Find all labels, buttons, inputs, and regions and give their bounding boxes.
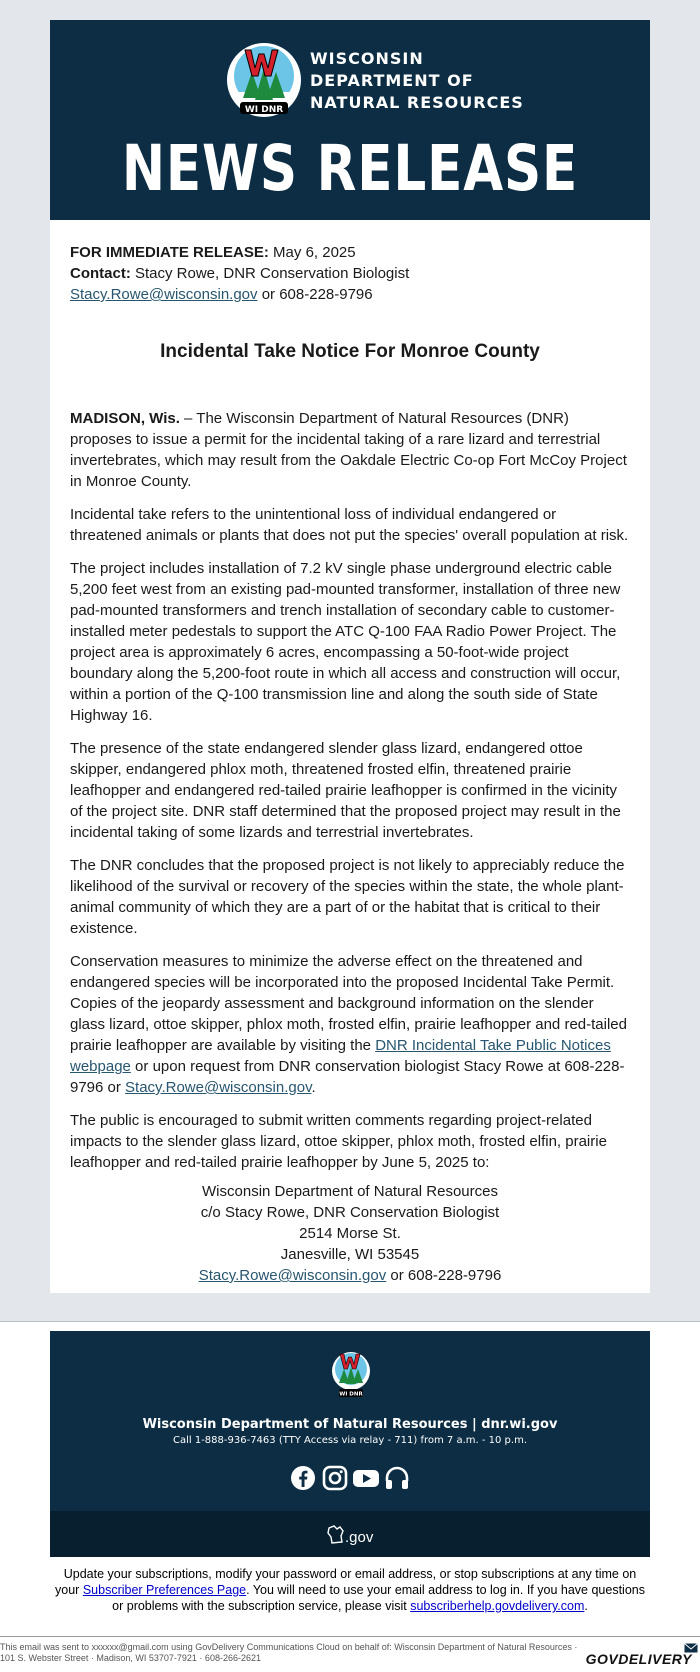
- footer-org-name: Wisconsin Department of Natural Resources | dnr.wi.gov: [142, 1417, 558, 1432]
- facebook-icon[interactable]: [290, 1465, 318, 1493]
- paragraph-5: The DNR concludes that the proposed project is not likely to appreciably reduce the likelihood of the survival or recovery of the species within the state, the whole plant-animal community of which they are a part of or the habitat that is critical to their existence.: [70, 857, 625, 937]
- headphones-icon[interactable]: [384, 1465, 412, 1493]
- biologist-email-link[interactable]: Stacy.Rowe@wisconsin.gov: [125, 1079, 312, 1096]
- contact-phone: or 608-228-9796: [257, 286, 373, 303]
- org-line-3: NATURAL RESOURCES: [310, 93, 524, 112]
- gov-strip: [50, 1511, 650, 1557]
- release-date-line: [70, 242, 630, 263]
- footer-panel: [50, 1331, 650, 1557]
- govdelivery-logo[interactable]: GOVDELIVERY: [585, 1651, 692, 1667]
- paragraph-6-text-a: Conservation measures to minimize the adverse effect on the threatened and endangered species will be incorporated into the proposed Incidental Take Permit. Copies of the jeopardy assessment and background information on the slender glass lizard, ottoe skipper, phlox moth, frosted elfin, prairie leafhopper and red-tailed prairie leafhopper are available by visiting the: [70, 953, 627, 1054]
- subscriber-help-link[interactable]: subscriberhelp.govdelivery.com: [410, 1599, 585, 1613]
- paragraph-1: [70, 408, 630, 492]
- footer-phone: Call 1-888-936-7463 (TTY Access via relay - 711) from 7 a.m. - 10 p.m.: [172, 1435, 527, 1446]
- paragraph-2: Incidental take refers to the unintentional loss of individual endangered or threatened animals or plants that does not put the species' overall population at risk.: [70, 506, 629, 544]
- address-line-1: Wisconsin Department of Natural Resources: [202, 1183, 498, 1200]
- paragraph-4: The presence of the state endangered slender glass lizard, endangered ottoe skipper, endangered phlox moth, threatened frosted elfin, threatened prairie leafhopper and endangered red-tailed prairie leafhopper is confirmed in the vicinity of the project site. DNR staff determined that the proposed project may result in the incidental taking of some lizards and terrestrial invertebrates.: [70, 740, 621, 841]
- org-name: [310, 48, 524, 114]
- svg-text:WI DNR: WI DNR: [339, 1391, 363, 1398]
- subscription-text-1: Update your subscriptions, modify your password or email address, or stop subscriptions at any time on your: [55, 1567, 637, 1597]
- address-email-link[interactable]: Stacy.Rowe@wisconsin.gov: [198, 1267, 387, 1284]
- address-contact-line: [70, 1265, 630, 1286]
- contact-name: Stacy Rowe, DNR Conservation Biologist: [130, 265, 410, 282]
- paragraph-6-text-b: or upon request from DNR conservation biologist Stacy Rowe at 608-228-9796 or: [70, 1058, 625, 1096]
- release-body: [50, 220, 650, 1286]
- contact-email-link[interactable]: Stacy.Rowe@wisconsin.gov: [70, 286, 258, 303]
- subscription-notice: [50, 1566, 650, 1614]
- paragraph-6: [70, 951, 630, 1098]
- svg-text:WI DNR: WI DNR: [244, 105, 284, 115]
- address-line-2: c/o Stacy Rowe, DNR Conservation Biologist: [200, 1204, 500, 1221]
- wi-dnr-logo: [226, 42, 302, 118]
- header-banner: [50, 20, 650, 220]
- subscription-text-2: . You will need to use your email address to log in. If you have questions or problems with the subscription service, please visit: [112, 1583, 645, 1613]
- paragraph-6-text-c: .: [311, 1079, 316, 1096]
- address-line-3: 2514 Morse St.: [299, 1225, 401, 1242]
- paragraph-1-text: – The Wisconsin Department of Natural Resources (DNR) proposes to issue a permit for the incidental taking of a rare lizard and terrestrial invertebrates, which may result from the Oakdale Electric Co-op Fort McCoy Project in Monroe County.: [70, 410, 627, 490]
- subscription-text-3: .: [584, 1599, 588, 1613]
- dateline: MADISON, Wis.: [70, 410, 180, 427]
- youtube-icon[interactable]: [352, 1465, 380, 1493]
- contact-email-line: [70, 284, 630, 305]
- fine-print-divider: [0, 1636, 700, 1637]
- paragraph-3: The project includes installation of 7.2 kV single phase underground electric cable 5,200 feet west from an existing pad-mounted transformer, installation of three new pad-mounted transformers and trench installation of secondary cable to customer-installed meter pedestals to support the ATC Q-100 FAA Radio Power Project. The project area is approximately 6 acres, encompassing a 50-foot-wide project boundary along the 5,200-foot route in which all access and construction will occur, within a portion of the Q-100 transmission line and along the south side of State Highway 16.: [70, 560, 621, 724]
- public-notices-link[interactable]: DNR Incidental Take Public Notices webpage: [70, 1037, 611, 1075]
- contact-line: [70, 263, 630, 284]
- svg-text:.gov: .gov: [345, 1529, 374, 1546]
- wisconsin-gov-mark[interactable]: [326, 1523, 376, 1547]
- news-release-title: NEWS RELEASE: [121, 132, 579, 205]
- contact-label: Contact:: [70, 265, 131, 282]
- subscriber-preferences-link[interactable]: Subscriber Preferences Page: [82, 1583, 247, 1597]
- paragraph-7: The public is encouraged to submit written comments regarding project-related impacts to the slender glass lizard, ottoe skipper, phlox moth, frosted elfin, prairie leafhopper and red-tailed prairie leafhopper by June 5, 2025 to:: [70, 1112, 607, 1171]
- footer-dnr-logo: [331, 1351, 371, 1399]
- release-date: May 6, 2025: [268, 244, 356, 261]
- address-line-4: Janesville, WI 53545: [280, 1246, 420, 1263]
- mailing-address: [70, 1181, 630, 1286]
- social-links: [290, 1465, 410, 1493]
- release-headline: Incidental Take Notice For Monroe County: [160, 341, 540, 362]
- envelope-icon: [684, 1640, 698, 1650]
- org-line-2: DEPARTMENT OF: [310, 71, 474, 90]
- immediate-release-label: FOR IMMEDIATE RELEASE:: [70, 244, 269, 261]
- instagram-icon[interactable]: [322, 1465, 350, 1493]
- org-line-1: WISCONSIN: [310, 49, 424, 68]
- fine-print: This email was sent to xxxxxx@gmail.com using GovDelivery Communications Cloud on behalf of: Wisconsin Department of Natural Resources · 101 S. Webster Street · Madison, WI 53707-7921 · 608-266-2621: [0, 1642, 578, 1663]
- news-release-card: [50, 20, 650, 1293]
- address-phone: or 608-228-9796: [386, 1267, 502, 1284]
